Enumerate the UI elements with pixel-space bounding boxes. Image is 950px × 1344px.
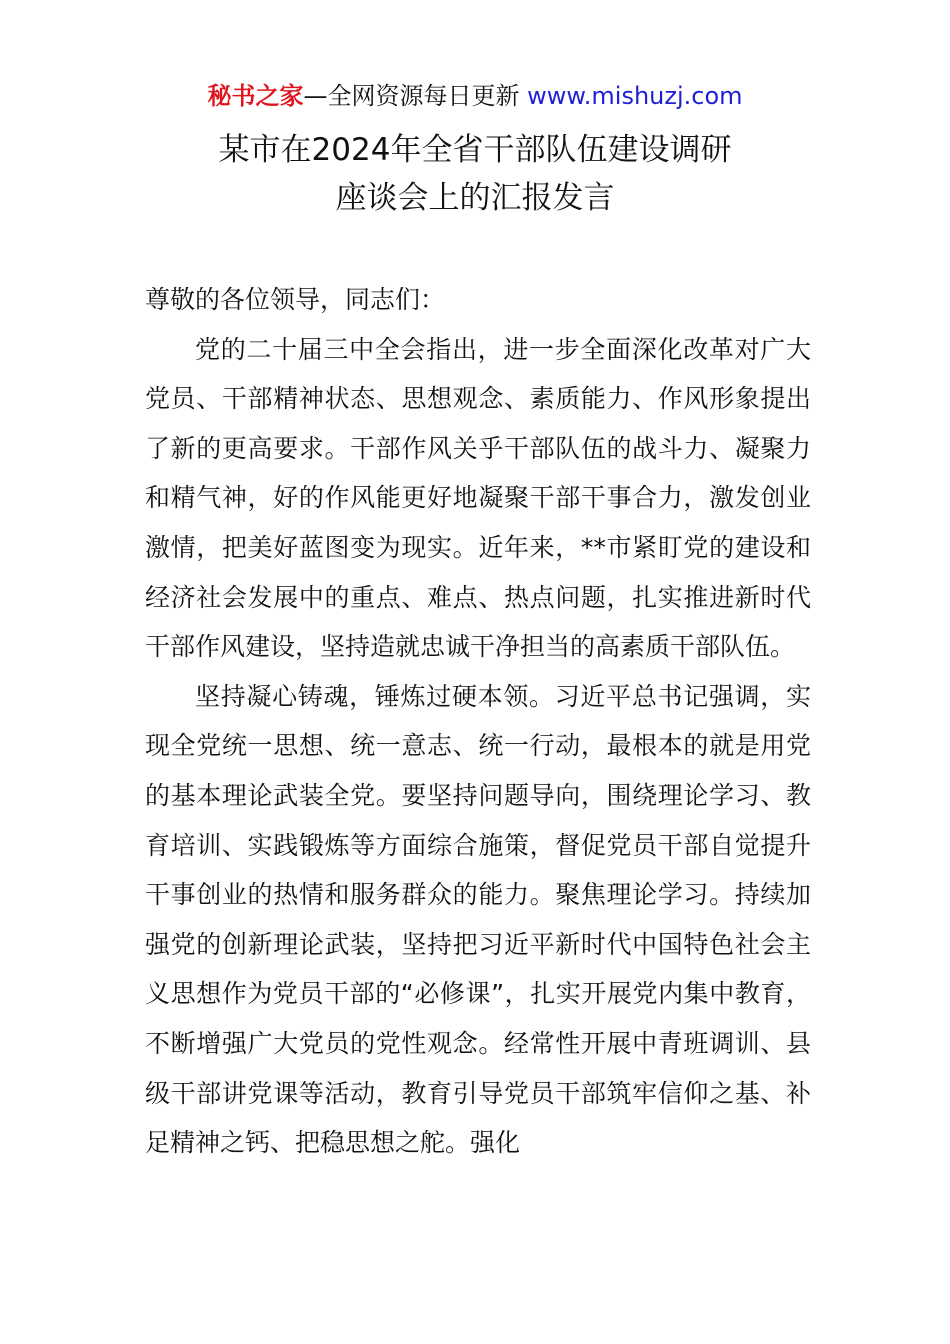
site-name: 秘书之家: [207, 82, 304, 110]
document-body: [145, 275, 811, 1168]
body-paragraph-1: 党的二十届三中全会指出，进一步全面深化改革对广大党员、干部精神状态、思想观念、素质能力、作风形象提出了新的更高要求。干部作风关乎干部队伍的战斗力、凝聚力和精气神，好的作风能更好地凝聚干部干事合力，激发创业激情，把美好蓝图变为现实。近年来，**市紧盯党的建设和经济社会发展中的重点、难点、热点问题，扎实推进新时代干部作风建设，坚持造就忠诚干净担当的高素质干部队伍。: [145, 334, 811, 662]
site-header: [0, 80, 950, 112]
title-line-1: 某市在2024年全省干部队伍建设调研: [218, 132, 732, 168]
site-url-link[interactable]: www.mishuzj.com: [527, 82, 743, 110]
salutation: 尊敬的各位领导，同志们：: [145, 285, 446, 314]
title-line-2: 座谈会上的汇报发言: [335, 180, 615, 216]
body-paragraph-2: 坚持凝心铸魂，锤炼过硬本领。习近平总书记强调，实现全党统一思想、统一意志、统一行动，最根本的就是用党的基本理论武装全党。要坚持问题导向，围绕理论学习、教育培训、实践锻炼等方面综合施策，督促党员干部自觉提升干事创业的热情和服务群众的能力。聚焦理论学习。持续加强党的创新理论武装，坚持把习近平新时代中国特色社会主义思想作为党员干部的“必修课”，扎实开展党内集中教育，不断增强广大党员的党性观念。经常性开展中青班调训、县级干部讲党课等活动，教育引导党员干部筑牢信仰之基、补足精神之钙、把稳思想之舵。强化: [145, 681, 811, 1158]
document-title: [0, 126, 950, 222]
site-tagline: —全网资源每日更新: [303, 82, 520, 110]
